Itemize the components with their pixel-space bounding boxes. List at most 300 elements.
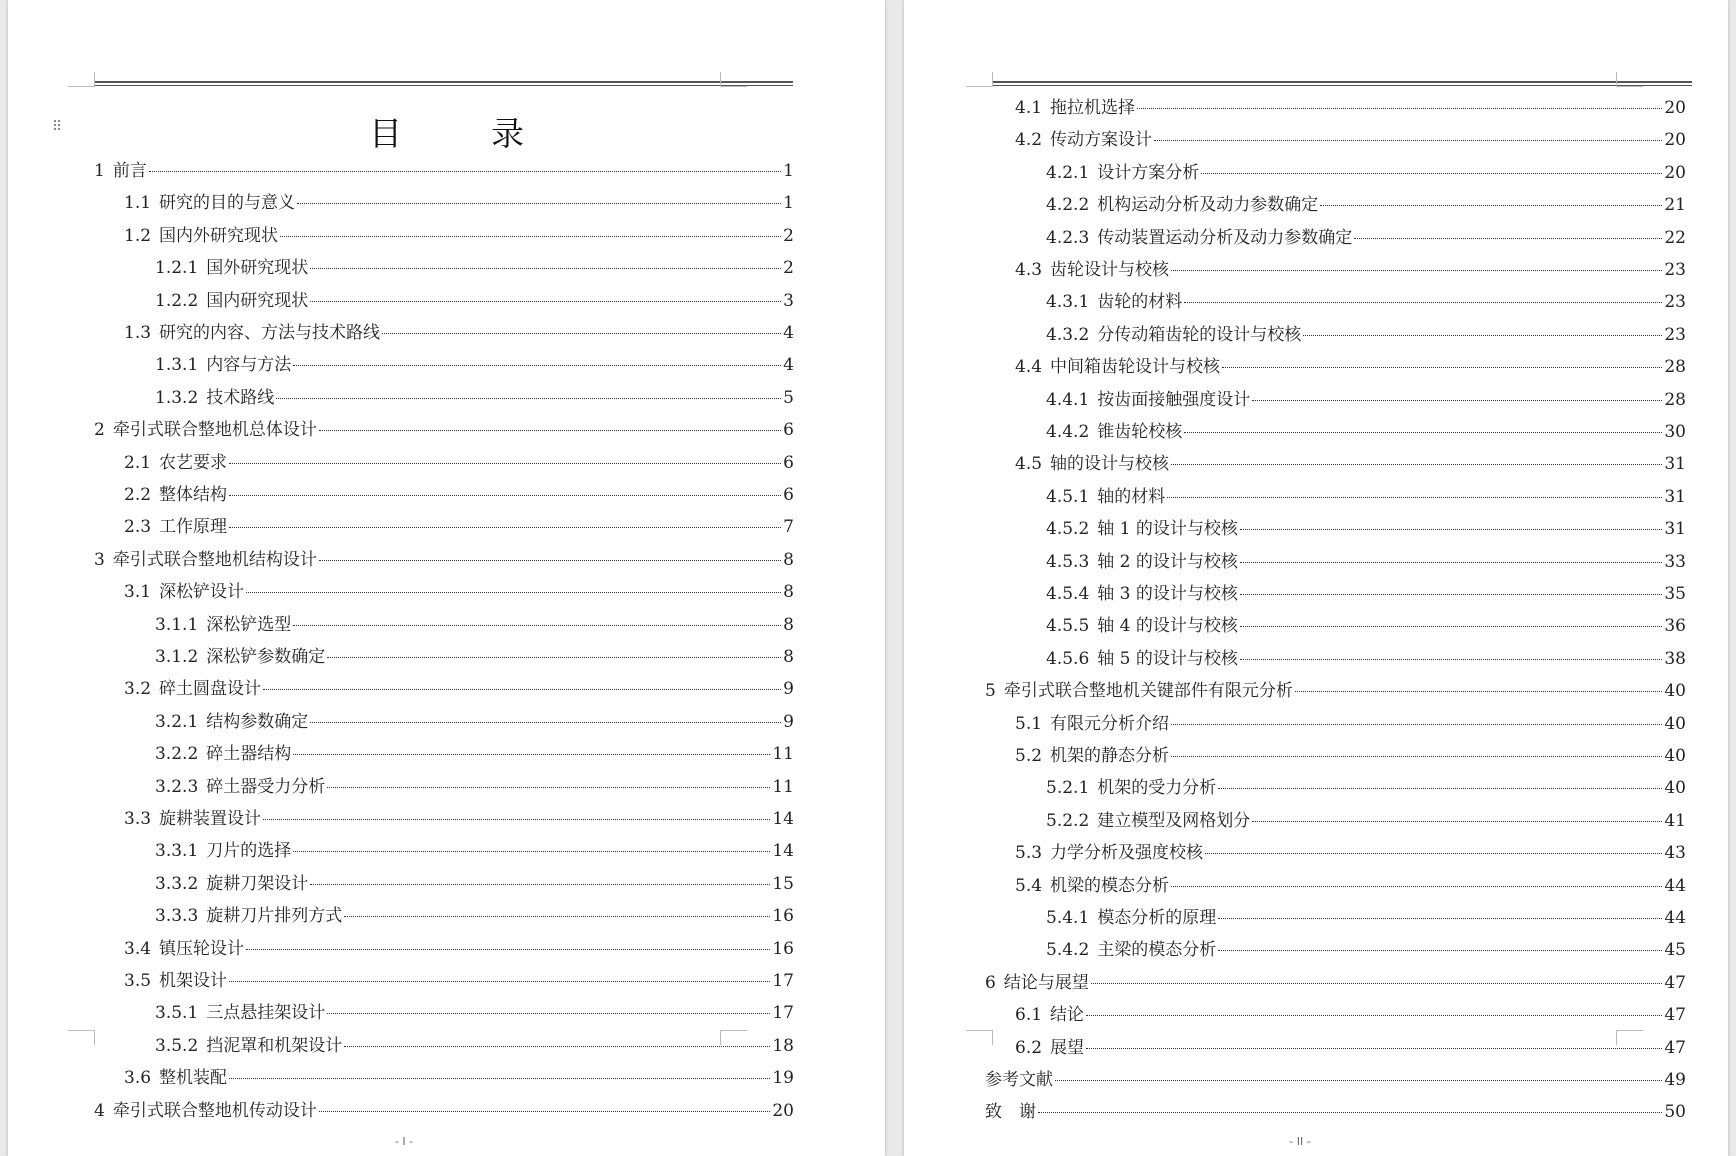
toc-dot-leader (382, 333, 781, 334)
toc-entry[interactable] (985, 1065, 1686, 1097)
toc-entry-page: 49 (1664, 1070, 1686, 1090)
toc-entry-title: 分传动箱齿轮的设计与校核 (1097, 324, 1302, 345)
toc-entry[interactable] (124, 318, 794, 350)
toc-dot-leader (1252, 400, 1662, 401)
toc-dot-leader (1086, 1048, 1662, 1049)
toc-entry-title: 农艺要求 (159, 452, 228, 473)
toc-entry-title: 挡泥罩和机架设计 (206, 1035, 343, 1056)
toc-entry-number: 4.5.2 (1046, 519, 1090, 540)
toc-entry-page: 6 (783, 485, 794, 505)
toc-entry[interactable] (1015, 838, 1686, 870)
toc-entry-number: 4.5.5 (1046, 616, 1090, 637)
toc-entry-page: 21 (1664, 195, 1686, 216)
toc-dot-leader (327, 787, 770, 788)
toc-dot-leader (1295, 691, 1663, 692)
page-footer-number: - II - (1289, 1135, 1311, 1148)
toc-entry[interactable] (1046, 547, 1686, 579)
toc-entry[interactable] (1015, 93, 1686, 125)
toc-entry-number: 2.3 (124, 517, 152, 538)
toc-entry[interactable] (155, 707, 794, 739)
toc-entry-page: 17 (772, 971, 794, 991)
toc-entry[interactable] (985, 1097, 1686, 1129)
toc-entry-number: 1.2.1 (155, 258, 199, 279)
toc-entry-title: 机梁的模态分析 (1050, 875, 1170, 896)
toc-entry-number: 3.6 (124, 1068, 152, 1089)
toc-entry-page: 33 (1664, 551, 1686, 572)
toc-dot-leader (1038, 1112, 1662, 1113)
toc-entry[interactable] (94, 545, 794, 577)
toc-entry-title: 深松铲选型 (206, 614, 292, 635)
toc-entry-title: 按齿面接触强度设计 (1097, 389, 1251, 410)
toc-entry[interactable] (124, 188, 794, 220)
toc-dot-leader (1240, 529, 1662, 530)
toc-entry-title: 前言 (112, 161, 147, 181)
toc-entry-number: 5.2.1 (1046, 778, 1090, 799)
toc-entry-page: 4 (783, 355, 794, 376)
toc-entry-number: 4.2.3 (1046, 227, 1090, 248)
toc-entry-title: 结构参数确定 (206, 711, 309, 732)
toc-entry[interactable] (124, 1063, 794, 1095)
toc-entry-title: 研究的内容、方法与技术路线 (159, 323, 381, 343)
toc-entry-page: 14 (772, 841, 794, 862)
toc-entry-number: 3.2 (124, 679, 152, 700)
toc-entry-title: 轴的设计与校核 (1050, 454, 1170, 475)
toc-entry[interactable] (1046, 935, 1686, 967)
toc-dot-leader (1167, 497, 1662, 498)
toc-entry-page: 8 (783, 549, 794, 570)
toc-entry[interactable] (94, 156, 794, 188)
toc-entry-page: 8 (783, 582, 794, 603)
toc-dot-leader (263, 819, 770, 820)
toc-entry-number: 4.5.6 (1046, 648, 1090, 669)
toc-entry-number: 3.1 (124, 582, 152, 603)
toc-entry-number: 3.1.2 (155, 647, 199, 667)
toc-entry-number: 3.1.1 (155, 614, 199, 635)
toc-entry-number: 5.3 (1015, 843, 1043, 864)
toc-dot-leader (327, 657, 781, 658)
document-page-right (904, 0, 1728, 1156)
toc-entry[interactable] (124, 480, 794, 512)
toc-entry-number: 4.5.3 (1046, 551, 1090, 572)
document-page-left (8, 0, 885, 1156)
toc-entry-title: 工作原理 (159, 517, 228, 538)
toc-dot-leader (1086, 1015, 1662, 1016)
toc-entry-page: 28 (1664, 357, 1686, 378)
toc-entry-page: 11 (772, 744, 794, 765)
toc-entry-title: 轴 3 的设计与校核 (1097, 584, 1238, 604)
toc-entry-page: 40 (1664, 778, 1686, 799)
toc-entry[interactable] (155, 1031, 794, 1063)
toc-entry[interactable] (124, 577, 794, 609)
toc-entry-number: 2 (94, 420, 105, 441)
toc-entry-page: 15 (772, 873, 794, 894)
header-rule (95, 81, 793, 86)
toc-entry-page: 23 (1664, 292, 1686, 313)
toc-entry-title: 设计方案分析 (1097, 162, 1200, 183)
toc-entry[interactable] (155, 642, 794, 674)
toc-entry-number: 2.2 (124, 485, 152, 505)
toc-entry[interactable] (1015, 709, 1686, 741)
toc-entry-page: 35 (1664, 584, 1686, 604)
toc-entry-number: 1 (94, 161, 105, 181)
toc-dot-leader (319, 1111, 771, 1112)
table-move-handle-icon[interactable]: ⠿ (52, 119, 63, 135)
toc-entry[interactable] (1046, 223, 1686, 255)
toc-entry-page: 45 (1664, 940, 1686, 961)
toc-dot-leader (1171, 724, 1662, 725)
toc-entry-number: 3.5 (124, 971, 152, 991)
toc-entry[interactable] (1015, 255, 1686, 287)
toc-entry-title: 参考文献 (985, 1070, 1053, 1090)
toc-entry[interactable] (155, 350, 794, 382)
toc-dot-leader (310, 301, 781, 302)
toc-dot-leader (1055, 1080, 1662, 1081)
toc-entry-page: 36 (1664, 616, 1686, 637)
toc-dot-leader (1171, 464, 1662, 465)
toc-entry-title: 传动装置运动分析及动力参数确定 (1097, 227, 1353, 248)
toc-entry-page: 40 (1664, 746, 1686, 766)
toc-entry[interactable] (1046, 773, 1686, 805)
toc-entry-title: 碎土器受力分析 (206, 776, 326, 797)
toc-dot-leader (280, 236, 781, 237)
toc-entry-page: 20 (1664, 98, 1686, 118)
toc-dot-leader (1252, 821, 1662, 822)
toc-entry[interactable] (155, 286, 794, 318)
toc-dot-leader (1240, 562, 1662, 563)
toc-entry-page: 5 (783, 387, 794, 408)
toc-entry-page: 22 (1664, 227, 1686, 248)
toc-entry-number: 3.5.1 (155, 1003, 199, 1024)
toc-entry-page: 44 (1664, 875, 1686, 896)
toc-entry-page: 11 (772, 776, 794, 797)
toc-entry-page: 40 (1664, 713, 1686, 734)
toc-entry-title: 建立模型及网格划分 (1097, 810, 1251, 831)
toc-entry-number: 4.5.4 (1046, 584, 1090, 604)
toc-entry[interactable] (1015, 449, 1686, 481)
toc-entry-number: 5.1 (1015, 713, 1043, 734)
toc-dot-leader (1201, 173, 1662, 174)
toc-entry-page: 23 (1664, 260, 1686, 280)
toc-dot-leader (293, 365, 781, 366)
toc-entry-number: 4.4.2 (1046, 422, 1090, 442)
toc-entry-number: 4.2 (1015, 130, 1043, 151)
toc-dot-leader (229, 527, 781, 528)
toc-dot-leader (149, 171, 781, 172)
toc-entry[interactable] (124, 934, 794, 966)
toc-entry-title: 轴 4 的设计与校核 (1097, 616, 1238, 637)
toc-entry-number: 3.5.2 (155, 1035, 199, 1056)
toc-entry-title: 轴 1 的设计与校核 (1097, 519, 1238, 540)
toc-entry[interactable] (155, 383, 794, 415)
toc-entry-number: 1.3 (124, 323, 152, 343)
toc-entry-number: 1.2 (124, 225, 152, 246)
toc-entry[interactable] (124, 221, 794, 253)
toc-entry-number: 4.2.1 (1046, 162, 1090, 183)
page-footer-number: - I - (394, 1135, 414, 1148)
toc-entry-title: 中间箱齿轮设计与校核 (1050, 357, 1221, 378)
toc-entry-title: 碎土圆盘设计 (159, 679, 262, 700)
toc-entry-title: 整机装配 (159, 1068, 228, 1089)
toc-entry-page: 8 (783, 614, 794, 635)
toc-entry-page: 4 (783, 323, 794, 343)
toc-dot-leader (229, 463, 781, 464)
toc-entry-page: 16 (772, 906, 794, 927)
toc-entry-number: 5.4.1 (1046, 908, 1090, 928)
toc-entry[interactable] (94, 415, 794, 447)
toc-entry-number: 6.2 (1015, 1037, 1043, 1058)
toc-entry-page: 31 (1664, 486, 1686, 507)
toc-entry-title: 结论与展望 (1003, 972, 1089, 993)
toc-entry-title: 研究的目的与意义 (159, 193, 296, 214)
toc-entry-number: 2.1 (124, 452, 152, 473)
toc-entry[interactable] (155, 739, 794, 771)
toc-entry-title: 有限元分析介绍 (1050, 713, 1170, 734)
toc-entry[interactable] (124, 966, 794, 998)
toc-entry-page: 14 (772, 809, 794, 829)
toc-entry-title: 旋耕装置设计 (159, 809, 262, 829)
toc-entry-page: 40 (1664, 681, 1686, 702)
toc-entry-number: 1.3.1 (155, 355, 199, 376)
toc-entry-number: 6 (985, 972, 996, 993)
toc-entry-number: 5 (985, 681, 996, 702)
crop-mark (966, 72, 993, 87)
toc-entry-number: 5.2 (1015, 746, 1043, 766)
toc-entry[interactable] (1015, 125, 1686, 157)
toc-dot-leader (1240, 659, 1662, 660)
toc-entry[interactable] (124, 804, 794, 836)
toc-entry-number: 4.3 (1015, 260, 1043, 280)
toc-dot-leader (319, 560, 781, 561)
toc-title: 目 录 (369, 114, 552, 153)
toc-entry-number: 3.3.1 (155, 841, 199, 862)
toc-entry-title: 机架设计 (159, 971, 228, 991)
toc-entry[interactable] (1046, 514, 1686, 546)
toc-dot-leader (1222, 367, 1662, 368)
toc-entry[interactable] (985, 676, 1686, 708)
toc-entry-title: 牵引式联合整地机总体设计 (112, 420, 317, 441)
toc-entry[interactable] (1046, 611, 1686, 643)
toc-entry-number: 3.2.2 (155, 744, 199, 765)
toc-entry-title: 传动方案设计 (1050, 130, 1153, 151)
toc-entry-title: 旋耕刀架设计 (206, 873, 309, 894)
toc-dot-leader (1218, 950, 1662, 951)
toc-entry[interactable] (1015, 1033, 1686, 1065)
toc-entry-page: 47 (1664, 1005, 1686, 1026)
toc-entry[interactable] (1015, 871, 1686, 903)
toc-entry[interactable] (1046, 579, 1686, 611)
crop-mark (68, 1030, 95, 1045)
toc-entry[interactable] (155, 901, 794, 933)
toc-dot-leader (1240, 594, 1662, 595)
toc-dot-leader (246, 592, 781, 593)
toc-entry-page: 43 (1664, 843, 1686, 864)
toc-dot-leader (276, 398, 781, 399)
toc-entry[interactable] (124, 448, 794, 480)
toc-entry[interactable] (124, 512, 794, 544)
toc-entry-title: 齿轮的材料 (1097, 292, 1183, 313)
crop-mark (68, 72, 95, 87)
toc-entry-page: 17 (772, 1003, 794, 1024)
toc-entry-page: 47 (1664, 972, 1686, 993)
toc-entry-page: 19 (772, 1068, 794, 1089)
toc-entry-title: 致 谢 (985, 1102, 1036, 1123)
toc-entry-page: 20 (772, 1100, 794, 1121)
toc-dot-leader (297, 203, 781, 204)
toc-dot-leader (310, 722, 781, 723)
toc-entry-page: 2 (783, 225, 794, 246)
toc-entry[interactable] (155, 772, 794, 804)
toc-dot-leader (293, 625, 781, 626)
toc-entry-title: 深松铲参数确定 (206, 647, 326, 667)
toc-entry[interactable] (155, 998, 794, 1030)
toc-entry-title: 技术路线 (206, 387, 275, 408)
toc-entry-page: 38 (1664, 648, 1686, 669)
toc-dot-leader (1240, 626, 1662, 627)
toc-dot-leader (1171, 270, 1662, 271)
toc-entry[interactable] (1046, 417, 1686, 449)
toc-entry[interactable] (985, 968, 1686, 1000)
toc-dot-leader (1303, 335, 1662, 336)
toc-entry-number: 4.1 (1015, 98, 1043, 118)
toc-entry-title: 机架的静态分析 (1050, 746, 1170, 766)
toc-entry-number: 3 (94, 549, 105, 570)
toc-dot-leader (293, 754, 770, 755)
toc-entry-page: 23 (1664, 324, 1686, 345)
toc-entry-number: 3.3.2 (155, 873, 199, 894)
toc-entry-page: 20 (1664, 162, 1686, 183)
toc-entry-title: 牵引式联合整地机结构设计 (112, 549, 317, 570)
toc-entry[interactable] (1046, 385, 1686, 417)
toc-entry-page: 20 (1664, 130, 1686, 151)
toc-dot-leader (263, 689, 781, 690)
toc-dot-leader (310, 268, 781, 269)
toc-entry-number: 6.1 (1015, 1005, 1043, 1026)
toc-entry-title: 模态分析的原理 (1097, 908, 1217, 928)
toc-entry[interactable] (1046, 320, 1686, 352)
toc-dot-leader (310, 884, 770, 885)
toc-dot-leader (344, 916, 770, 917)
toc-entry-number: 5.4 (1015, 875, 1043, 896)
toc-entry-page: 47 (1664, 1037, 1686, 1058)
toc-entry[interactable] (1046, 644, 1686, 676)
toc-dot-leader (1171, 756, 1662, 757)
toc-entry[interactable] (1046, 158, 1686, 190)
toc-entry-page: 1 (783, 193, 794, 214)
toc-entry[interactable] (1046, 903, 1686, 935)
toc-dot-leader (1184, 302, 1662, 303)
toc-entry-number: 4.5 (1015, 454, 1043, 475)
toc-entry[interactable] (94, 1096, 794, 1128)
toc-dot-leader (327, 1013, 770, 1014)
toc-entry-title: 锥齿轮校核 (1097, 422, 1183, 442)
toc-entry-page: 2 (783, 258, 794, 279)
toc-dot-leader (1184, 432, 1662, 433)
toc-entry[interactable] (155, 253, 794, 285)
toc-entry[interactable] (155, 869, 794, 901)
toc-entry-title: 国外研究现状 (206, 258, 309, 279)
toc-entry-page: 8 (783, 647, 794, 667)
toc-entry-title: 展望 (1050, 1037, 1085, 1058)
toc-entry[interactable] (1046, 190, 1686, 222)
toc-entry[interactable] (1015, 741, 1686, 773)
toc-entry-page: 6 (783, 420, 794, 441)
toc-dot-leader (246, 949, 770, 950)
toc-dot-leader (1091, 983, 1663, 984)
toc-entry-title: 力学分析及强度校核 (1050, 843, 1204, 864)
toc-entry-number: 1.1 (124, 193, 152, 214)
toc-entry-title: 内容与方法 (206, 355, 292, 376)
toc-entry-title: 轴 2 的设计与校核 (1097, 551, 1238, 572)
toc-entry-number: 4.3.1 (1046, 292, 1090, 313)
toc-entry[interactable] (1015, 1000, 1686, 1032)
toc-entry-title: 旋耕刀片排列方式 (206, 906, 343, 927)
toc-entry-number: 3.2.3 (155, 776, 199, 797)
toc-entry-title: 刀片的选择 (206, 841, 292, 862)
toc-entry-number: 4.4 (1015, 357, 1043, 378)
toc-entry-number: 4.4.1 (1046, 389, 1090, 410)
toc-entry[interactable] (1046, 482, 1686, 514)
toc-dot-leader (1205, 853, 1662, 854)
toc-dot-leader (1218, 918, 1662, 919)
toc-entry-number: 3.2.1 (155, 711, 199, 732)
toc-entry-page: 6 (783, 452, 794, 473)
toc-entry-page: 31 (1664, 454, 1686, 475)
header-rule (992, 81, 1692, 86)
toc-dot-leader (293, 851, 770, 852)
toc-entry-number: 3.3 (124, 809, 152, 829)
toc-entry-page: 1 (783, 161, 794, 181)
toc-entry[interactable] (1046, 287, 1686, 319)
toc-entry-page: 44 (1664, 908, 1686, 928)
toc-entry-title: 深松铲设计 (159, 582, 245, 603)
toc-entry-page: 18 (772, 1035, 794, 1056)
toc-dot-leader (1320, 205, 1662, 206)
toc-entry-number: 1.2.2 (155, 290, 199, 311)
toc-entry-page: 41 (1664, 810, 1686, 831)
toc-entry-page: 9 (783, 679, 794, 700)
toc-entry-number: 4 (94, 1100, 105, 1121)
toc-entry[interactable] (124, 674, 794, 706)
toc-entry-page: 9 (783, 711, 794, 732)
toc-entry-title: 国内外研究现状 (159, 225, 279, 246)
toc-entry-title: 轴的材料 (1097, 486, 1166, 507)
toc-entry[interactable] (155, 836, 794, 868)
toc-entry-title: 结论 (1050, 1005, 1085, 1026)
toc-entry-number: 4.2.2 (1046, 195, 1090, 216)
toc-entry-number: 5.2.2 (1046, 810, 1090, 831)
toc-entry-title: 拖拉机选择 (1050, 98, 1136, 118)
toc-dot-leader (344, 1046, 770, 1047)
toc-entry-title: 轴 5 的设计与校核 (1097, 648, 1238, 669)
crop-mark (966, 1030, 993, 1045)
toc-entry-number: 4.3.2 (1046, 324, 1090, 345)
toc-entry-title: 国内研究现状 (206, 290, 309, 311)
toc-entry[interactable] (155, 610, 794, 642)
toc-entry[interactable] (1015, 352, 1686, 384)
toc-entry-number: 5.4.2 (1046, 940, 1090, 961)
toc-entry-page: 3 (783, 290, 794, 311)
toc-entry-title: 机架的受力分析 (1097, 778, 1217, 799)
toc-entry-title: 齿轮设计与校核 (1050, 260, 1170, 280)
toc-entry-number: 1.3.2 (155, 387, 199, 408)
toc-dot-leader (1171, 886, 1662, 887)
toc-entry[interactable] (1046, 806, 1686, 838)
toc-entry-title: 机构运动分析及动力参数确定 (1097, 195, 1319, 216)
crop-mark (720, 72, 747, 87)
toc-entry-page: 28 (1664, 389, 1686, 410)
toc-entry-page: 31 (1664, 519, 1686, 540)
toc-entry-page: 7 (783, 517, 794, 538)
